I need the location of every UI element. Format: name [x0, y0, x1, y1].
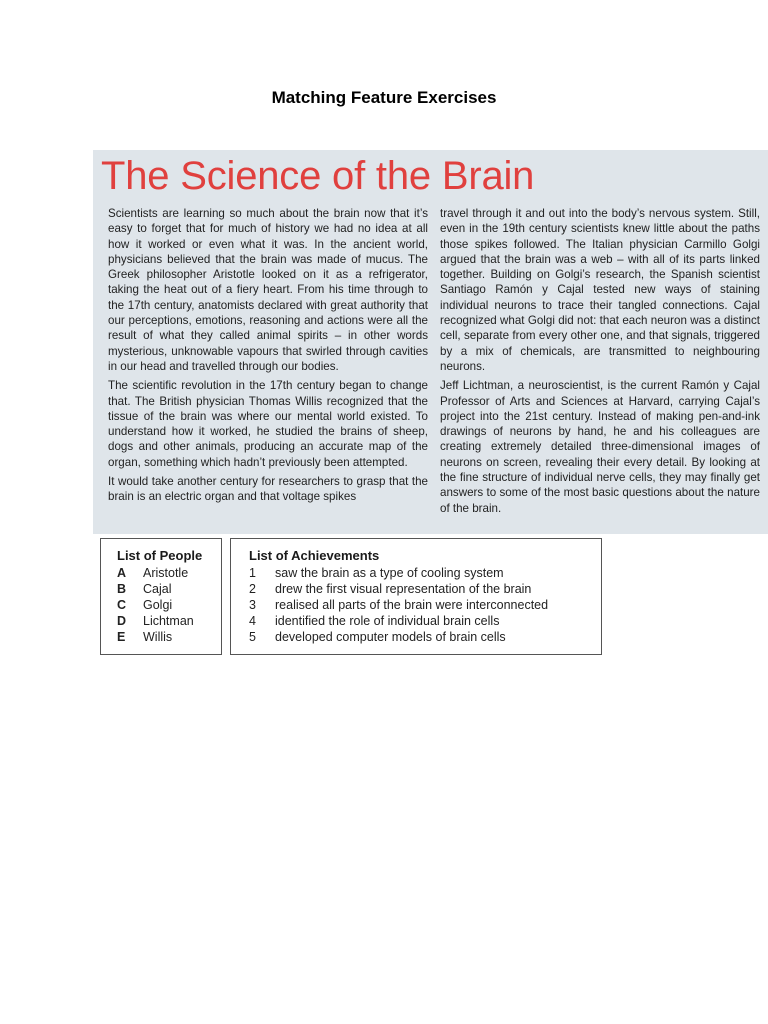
item-key: 4 — [249, 614, 256, 628]
item-text: Cajal — [143, 582, 172, 596]
list-item — [249, 581, 548, 597]
article-title: The Science of the Brain — [101, 154, 535, 198]
article-paragraph: The scientific revolution in the 17th century began to change that. The British physician Thomas Willis recognized that the tissue of the brain was where our mental world existed. To understand how it worked, he studied the brains of sheep, dogs and other animals, producing an accurate map of the organ, something which hadn’t previously been attempted. — [108, 379, 428, 469]
list-item — [249, 613, 548, 629]
item-text: saw the brain as a type of cooling system — [275, 566, 504, 580]
item-key: E — [117, 630, 126, 644]
item-text: Willis — [143, 630, 173, 644]
item-key: D — [117, 614, 127, 628]
item-key: 3 — [249, 598, 256, 612]
item-key: 5 — [249, 630, 256, 644]
item-key: 2 — [249, 582, 256, 596]
list-item — [249, 565, 548, 581]
list-item — [117, 613, 194, 629]
item-text: developed computer models of brain cells — [275, 630, 506, 644]
achievements-list-title: List of Achievements — [249, 548, 380, 563]
achievements-list — [249, 565, 548, 645]
article-paragraph: Scientists are learning so much about the brain now that it’s easy to forget that for much of history we had no idea at all how it worked or even what it was. In the ancient world, physicians believed that the brain was made of mucus. The Greek philosopher Aristotle looked on it as a refrigerator, taking the heat out of a fiery heart. From his time through to the 17th century, anatomists declared with great authority that our perceptions, emotions, reasoning and actions were all the result of what they called animal spirits – in other words mysterious, unknowable vapours that swirled through cavities in our head and travelled through our bodies. — [108, 207, 428, 373]
item-key: C — [117, 598, 127, 612]
list-item — [117, 581, 194, 597]
achievements-list-box — [230, 538, 602, 655]
article-paragraph: It would take another century for researchers to grasp that the brain is an electric organ and that voltage spikes — [108, 475, 428, 504]
list-item — [117, 597, 194, 613]
page-heading: Matching Feature Exercises — [271, 88, 497, 107]
article-paragraph: travel through it and out into the body’s nervous system. Still, even in the 19th century scientists knew little about the paths those spikes followed. The Italian physician Carmillo Golgi argued that the brain was a web – with all of its parts linked together. Building on Golgi’s research, the Spanish scientist Santiago Ramón y Cajal tested new ways of staining individual neurons to trace their tangled connections. Cajal recognized what Golgi did not: that each neuron was a distinct cell, separate from every other one, and that signals, triggered by a mix of chemicals, are transmitted to neighbouring neurons. — [440, 207, 760, 373]
list-item — [249, 597, 548, 613]
article-paragraph: Jeff Lichtman, a neuroscientist, is the current Ramón y Cajal Professor of Arts and Sciences at Harvard, carrying Cajal’s project into the 21st century. Instead of making pen-and-ink drawings of neurons by hand, he and his colleagues are creating extremely detailed three-dimensional images of neurons on screen, revealing their every detail. By looking at the fine structure of individual nerve cells, they may finally get answers to some of the most basic questions about the nature of the brain. — [440, 379, 760, 515]
item-text: Lichtman — [143, 614, 194, 628]
item-text: Aristotle — [143, 566, 189, 580]
item-key: A — [117, 566, 127, 580]
item-key: B — [117, 582, 127, 596]
people-list-title: List of People — [117, 548, 203, 563]
people-list-box — [100, 538, 222, 655]
item-text: drew the first visual representation of the brain — [275, 582, 532, 596]
list-item — [117, 629, 194, 645]
list-item — [117, 565, 194, 581]
item-key: 1 — [249, 566, 256, 580]
item-text: Golgi — [143, 598, 173, 612]
article-panel — [93, 150, 768, 534]
item-text: realised all parts of the brain were interconnected — [275, 598, 549, 612]
list-item — [249, 629, 548, 645]
item-text: identified the role of individual brain cells — [275, 614, 500, 628]
article-left-column — [108, 206, 428, 509]
people-list — [117, 565, 194, 645]
article-right-column — [440, 206, 760, 520]
